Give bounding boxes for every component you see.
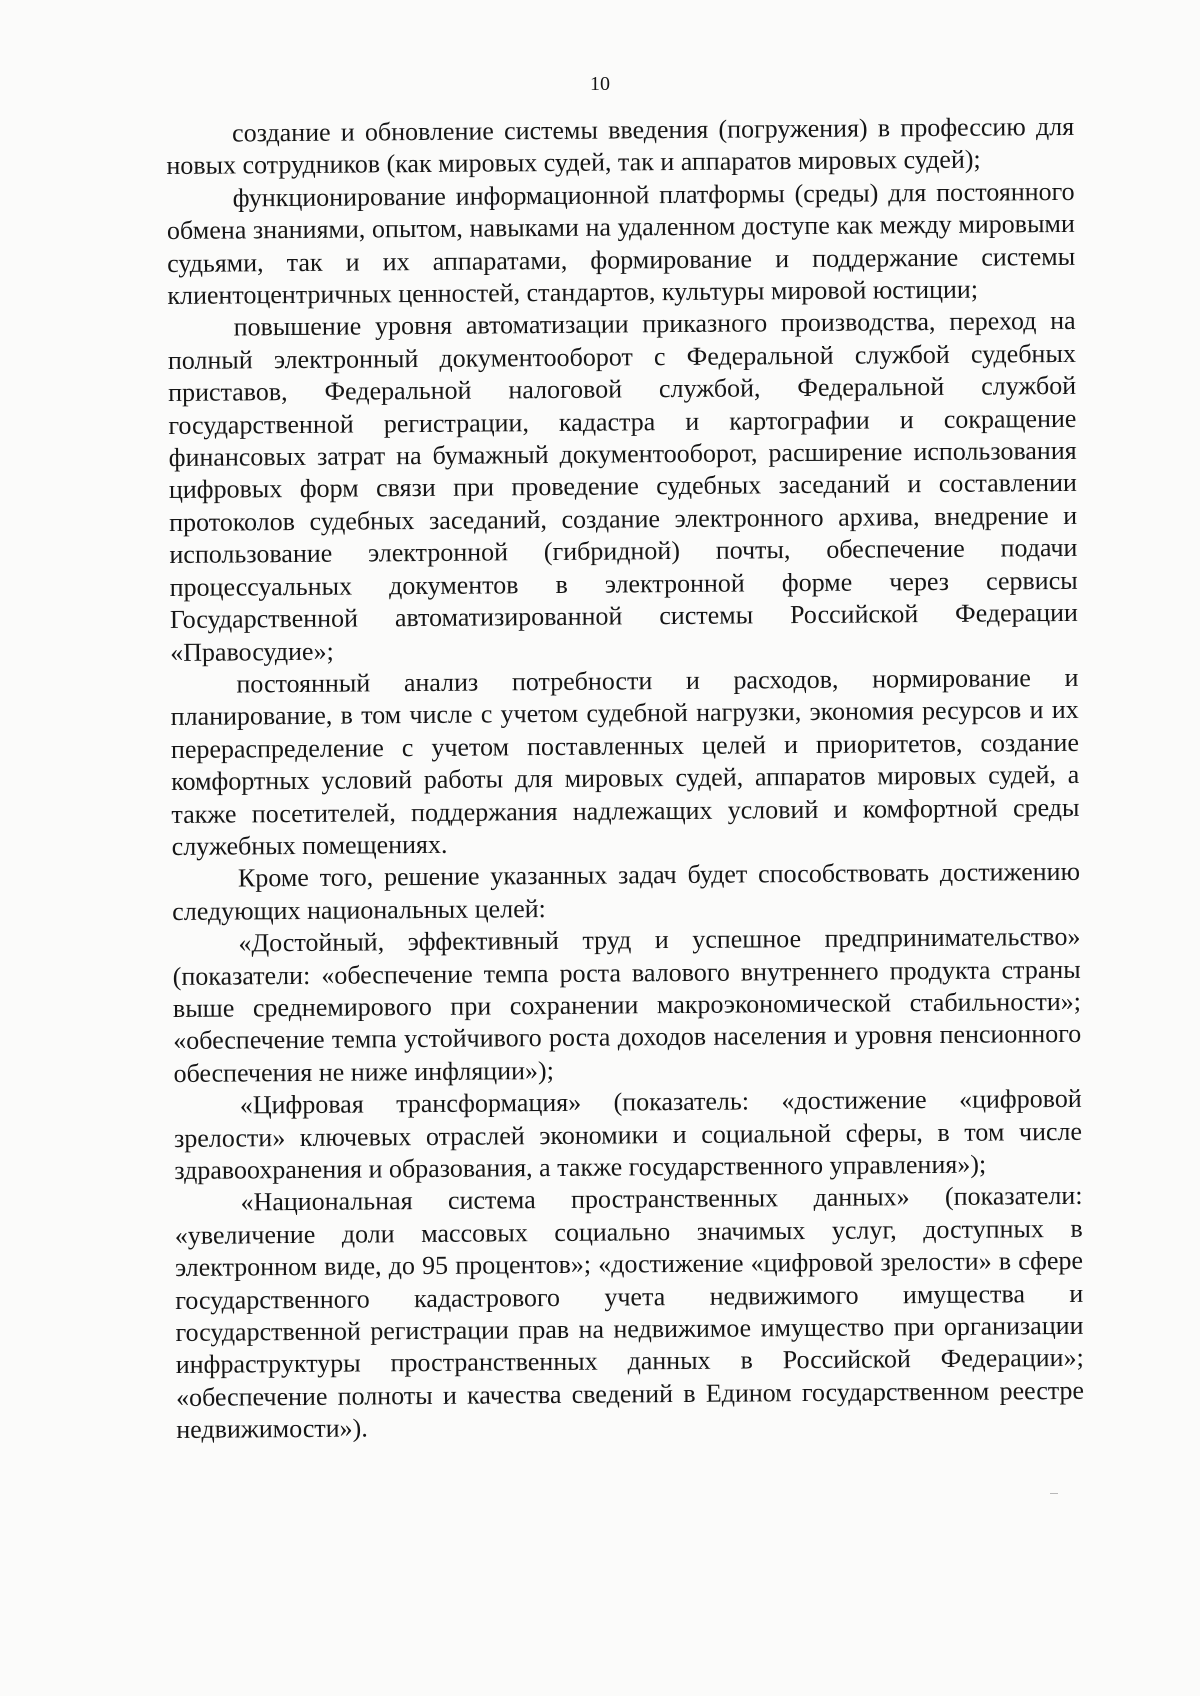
paragraph-information-platform: функционирование информационной платформы (среды) для постоянного обмена знаниями, опытом, навыками на удаленном доступе как между мировыми судьями, так и их аппаратами, формирование и поддержание системы клиентоцентричных ценностей, стандартов, культуры мировой юстиции; — [166, 176, 1076, 311]
paragraph-goal-spatial-data: «Национальная система пространственных данных» (показатели: «увеличение доли массовых социально значимых услуг, доступных в электронном виде, до 95 процентов»; «достижение «цифровой зрелости» в сфере государственного кадастрового учета недвижимого имущества и государственной регистрации прав на недвижимое имущество при организации инфраструктуры пространственных данных в Российской Федерации»; «обеспечение полноты и качества сведений в Едином государственном реестре недвижимости»). — [174, 1181, 1085, 1445]
paragraph-goal-digital-transformation: «Цифровая трансформация» (показатель: «достижение «цифровой зрелости» ключевых отраслей экономики и социальной сферы, в том числе здравоохранения и образования, а также государственного управления»); — [173, 1084, 1083, 1185]
scan-artifact — [1050, 1493, 1058, 1494]
paragraph-goal-decent-work: «Достойный, эффективный труд и успешное предпринимательство» (показатели: «обеспечение темпа роста валового внутреннего продукта страны выше среднемирового при сохранении макроэкономической стабильности»; «обеспечение темпа устойчивого роста доходов населения и уровня пенсионного обеспечения не ниже инфляции»); — [172, 921, 1082, 1088]
paragraph-onboarding-system: создание и обновление системы введения (погружения) в профессию для новых сотрудников (как мировых судей, так и аппаратов мировых судей); — [166, 111, 1075, 181]
paragraph-automation: повышение уровня автоматизации приказного производства, переход на полный электронный документооборот с Федеральной службой судебных приставов, Федеральной налоговой службой, Федеральной службой государственной регистрации, кадастра и картографии и сокращение финансовых затрат на бумажный документооборот, расширение использования цифровых форм связи при проведение судебных заседаний и составлении протоколов судебных заседаний, создание электронного архива, внедрение и использование электронной (гибридной) почты, обеспечение подачи процессуальных документов в электронной форме через сервисы Государственной автоматизированной системы Российской Федерации «Правосудие»; — [167, 306, 1079, 667]
document-body — [166, 111, 1084, 1447]
paragraph-national-goals-intro: Кроме того, решение указанных задач будет способствовать достижению следующих национальных целей: — [172, 857, 1081, 926]
paragraph-planning-resources: постоянный анализ потребности и расходов, нормирование и планирование, в том числе с учетом судебной нагрузки, экономия ресурсов и их перераспределение с учетом поставленных целей и приоритетов, создание комфортных условий работы для мировых судей, аппаратов мировых судей, а также посетителей, поддержания надлежащих условий и комфортной среды служебных помещениях. — [170, 662, 1080, 861]
page-number: 10 — [590, 73, 610, 95]
